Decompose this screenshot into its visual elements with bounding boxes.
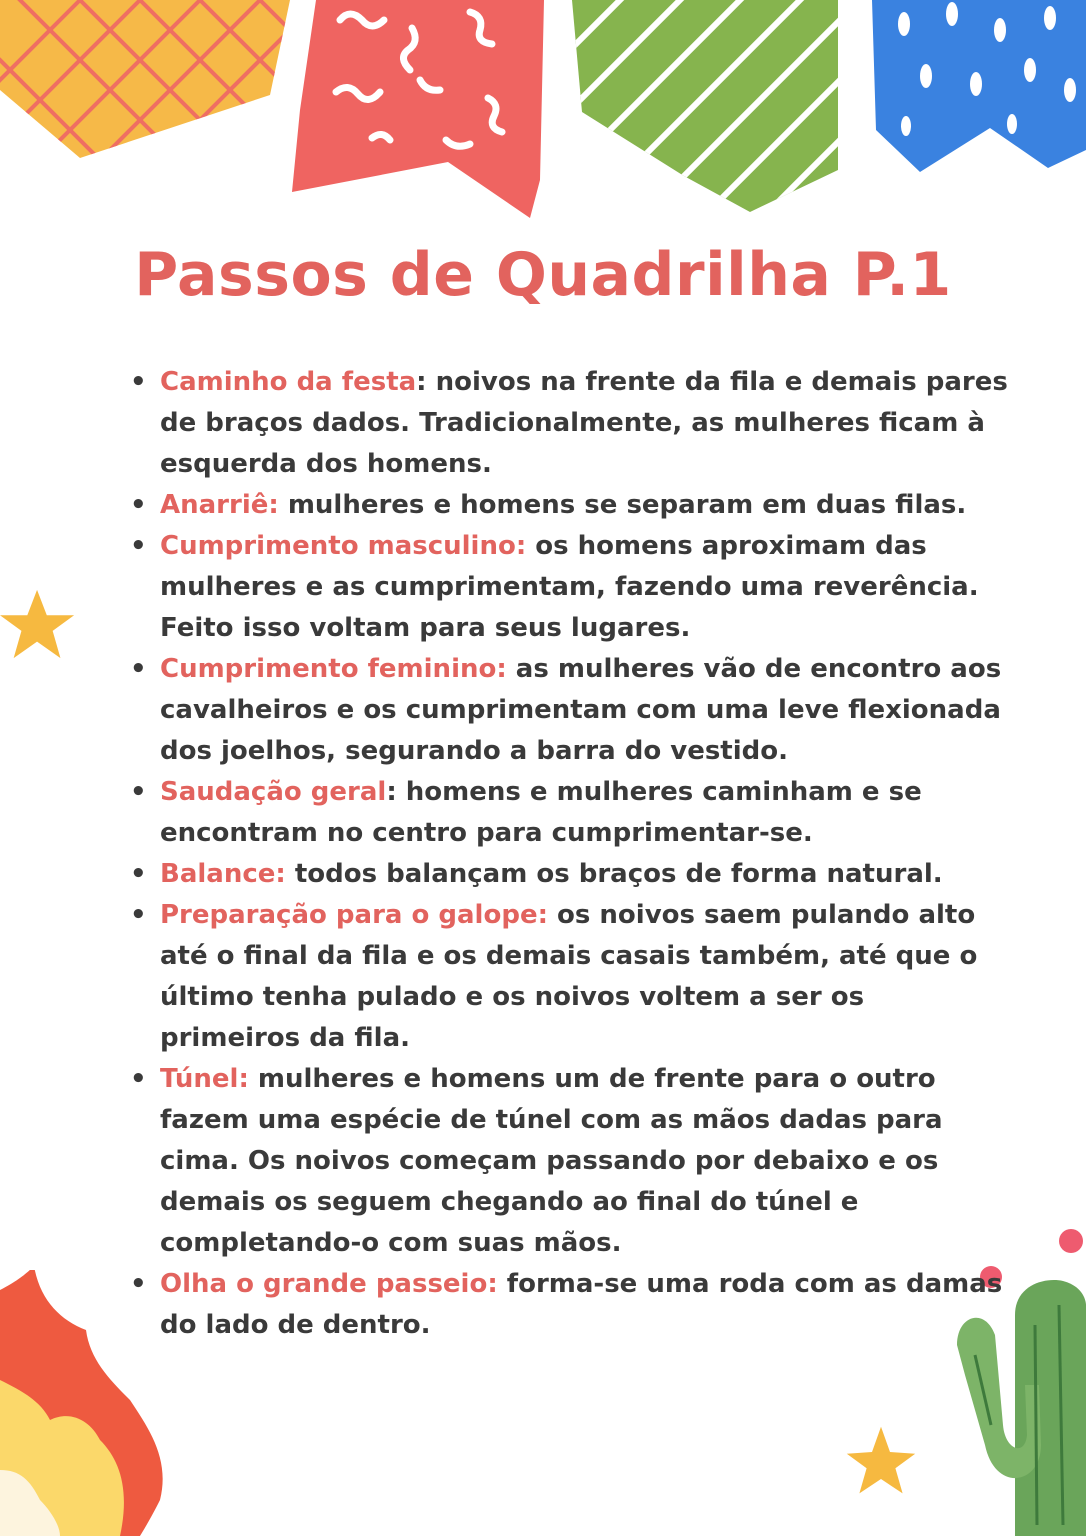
festa-junina-flags <box>0 0 1086 230</box>
star-icon <box>0 585 78 665</box>
bullet-icon: • <box>130 1064 147 1094</box>
bullet-icon: • <box>130 531 147 561</box>
step-description: mulheres e homens se separam em duas filas. <box>278 490 967 520</box>
star-icon <box>845 1425 917 1497</box>
bullet-icon: • <box>130 654 147 684</box>
list-item <box>130 485 1010 526</box>
bullet-icon: • <box>130 490 147 520</box>
list-item <box>130 895 1010 1059</box>
step-term: Balance: <box>160 859 286 889</box>
step-term: Cumprimento masculino: <box>160 531 527 561</box>
list-item <box>130 1264 1010 1346</box>
step-term: Túnel: <box>160 1064 249 1094</box>
bullet-icon: • <box>130 859 147 889</box>
quadrilha-steps-list <box>130 362 1010 1346</box>
step-term: Olha o grande passeio: <box>160 1269 498 1299</box>
step-description: os homens aproximam das mulheres e as cumprimentam, fazendo uma reverência. Feito isso voltam para seus lugares. <box>160 531 979 643</box>
bullet-icon: • <box>130 777 147 807</box>
step-description: : noivos na frente da fila e demais pares de braços dados. Tradicionalmente, as mulheres ficam à esquerda dos homens. <box>160 367 1008 479</box>
list-item <box>130 526 1010 649</box>
step-term: Preparação para o galope: <box>160 900 548 930</box>
step-term: Caminho da festa <box>160 367 417 397</box>
bullet-icon: • <box>130 900 147 930</box>
bullet-icon: • <box>130 1269 147 1299</box>
step-term: Cumprimento feminino: <box>160 654 507 684</box>
step-term: Saudação geral <box>160 777 387 807</box>
step-description: os noivos saem pulando alto até o final da fila e os demais casais também, até que o último tenha pulado e os noivos voltem a ser os primeiros da fila. <box>160 900 978 1053</box>
blue-dotted-flag <box>872 0 1086 172</box>
step-description: forma-se uma roda com as damas do lado de dentro. <box>160 1269 1003 1340</box>
list-item <box>130 854 1010 895</box>
list-item <box>130 649 1010 772</box>
step-description: as mulheres vão de encontro aos cavalheiros e os cumprimentam com uma leve flexionada dos joelhos, segurando a barra do vestido. <box>160 654 1002 766</box>
red-swirl-flag <box>292 0 544 218</box>
list-item <box>130 772 1010 854</box>
green-striped-flag <box>560 0 900 230</box>
list-item <box>130 1059 1010 1264</box>
bonfire-flame-icon <box>0 1270 170 1536</box>
step-description: : homens e mulheres caminham e se encontram no centro para cumprimentar-se. <box>160 777 922 848</box>
step-description: todos balançam os braços de forma natural. <box>285 859 943 889</box>
list-item <box>130 362 1010 485</box>
step-term: Anarriê: <box>160 490 279 520</box>
bullet-icon: • <box>130 367 147 397</box>
page-title: Passos de Quadrilha P.1 <box>134 240 952 310</box>
step-description: mulheres e homens um de frente para o outro fazem uma espécie de túnel com as mãos dadas para cima. Os noivos começam passando por debaixo e os demais os seguem chegando ao final do túnel e completando-o com suas mãos. <box>160 1064 943 1258</box>
